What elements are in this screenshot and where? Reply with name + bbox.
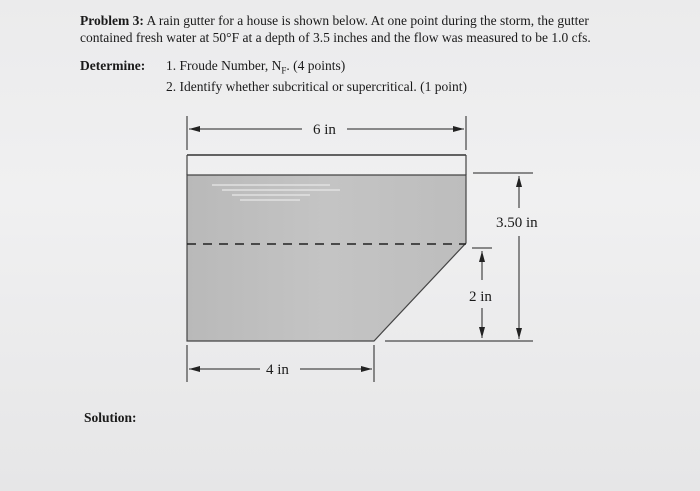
determine-item-2: 2. Identify whether subcritical or supercritical. (1 point)	[166, 78, 468, 94]
solution-label: Solution:	[84, 410, 137, 425]
depth-arrowhead-top	[516, 176, 522, 187]
slope-height-arrowhead-bottom	[479, 327, 485, 338]
problem-label: Problem 3:	[80, 13, 144, 28]
top-width-arrowhead-left	[189, 126, 200, 132]
bottom-width-label: 4 in	[266, 362, 289, 378]
bottom-width-arrowhead-right	[361, 366, 372, 372]
bottom-width-arrowhead-left	[189, 366, 200, 372]
determine-item-1-text: 1. Froude Number, N	[166, 58, 282, 73]
problem-text-line2: contained fresh water at 50°F at a depth of 3.5 inches and the flow was measured to be 1.0 cfs.	[80, 30, 591, 45]
top-width-label: 6 in	[313, 122, 336, 138]
depth-arrowhead-bottom	[516, 328, 522, 339]
determine-item-1-suffix: . (4 points)	[286, 58, 346, 73]
determine-item-1-subscript: F	[281, 65, 287, 76]
slope-height-arrowhead-top	[479, 251, 485, 262]
top-width-arrowhead-right	[453, 126, 464, 132]
gutter-cross-section	[187, 175, 466, 341]
depth-label: 3.50 in	[496, 215, 538, 231]
problem-text-line1: A rain gutter for a house is shown below. At one point during the storm, the gutter	[143, 13, 589, 28]
slope-height-label: 2 in	[469, 289, 492, 305]
determine-label: Determine:	[80, 58, 146, 73]
